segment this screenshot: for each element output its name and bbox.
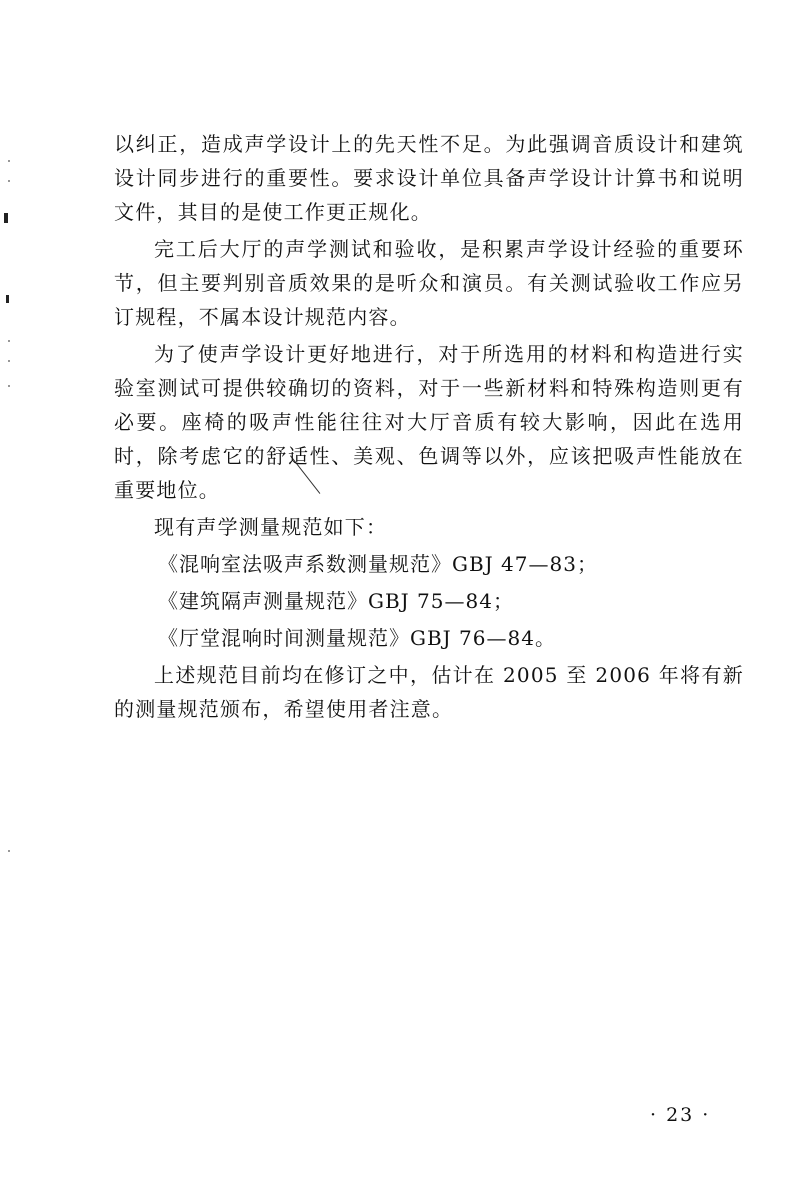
paragraph-1: 以纠正，造成声学设计上的先天性不足。为此强调音质设计和建筑设计同步进行的重要性。要求设计单位具备声学设计计算书和说明文件，其目的是使工作更正规化。 — [114, 132, 744, 224]
scan-mark — [4, 213, 8, 223]
scan-dot — [8, 360, 10, 362]
paragraph-2: 完工后大厅的声学测试和验收，是积累声学设计经验的重要环节，但主要判别音质效果的是听众和演员。有关测试验收工作应另订规程，不属本设计规范内容。 — [114, 237, 744, 329]
scan-dot — [8, 850, 10, 852]
scan-mark — [6, 295, 9, 303]
reference-item: 《厅堂混响时间测量规范》GBJ 76—84。 — [158, 626, 556, 650]
scan-dot — [8, 385, 10, 387]
reference-item: 《建筑隔声测量规范》GBJ 75—84； — [158, 589, 514, 613]
scan-dot — [8, 340, 10, 342]
closing-paragraph: 上述规范目前均在修订之中，估计在 2005 至 2006 年将有新的测量规范颁布，希望使用者注意。 — [114, 663, 744, 721]
body-text — [114, 127, 744, 729]
scan-dot — [8, 160, 10, 162]
paragraph-3: 为了使声学设计更好地进行，对于所选用的材料和构造进行实验室测试可提供较确切的资料，对于一些新材料和特殊构造则更有必要。座椅的吸声性能往往对大厅音质有较大影响，因此在选用时，除考虑它的舒适性、美观、色调等以外，应该把吸声性能放在重要地位。 — [114, 342, 744, 502]
reference-item: 《混响室法吸声系数测量规范》GBJ 47—83； — [158, 552, 598, 576]
scan-dot — [8, 180, 10, 182]
paragraph-4: 现有声学测量规范如下： — [154, 515, 388, 539]
page-number: · 23 · — [650, 1104, 711, 1126]
